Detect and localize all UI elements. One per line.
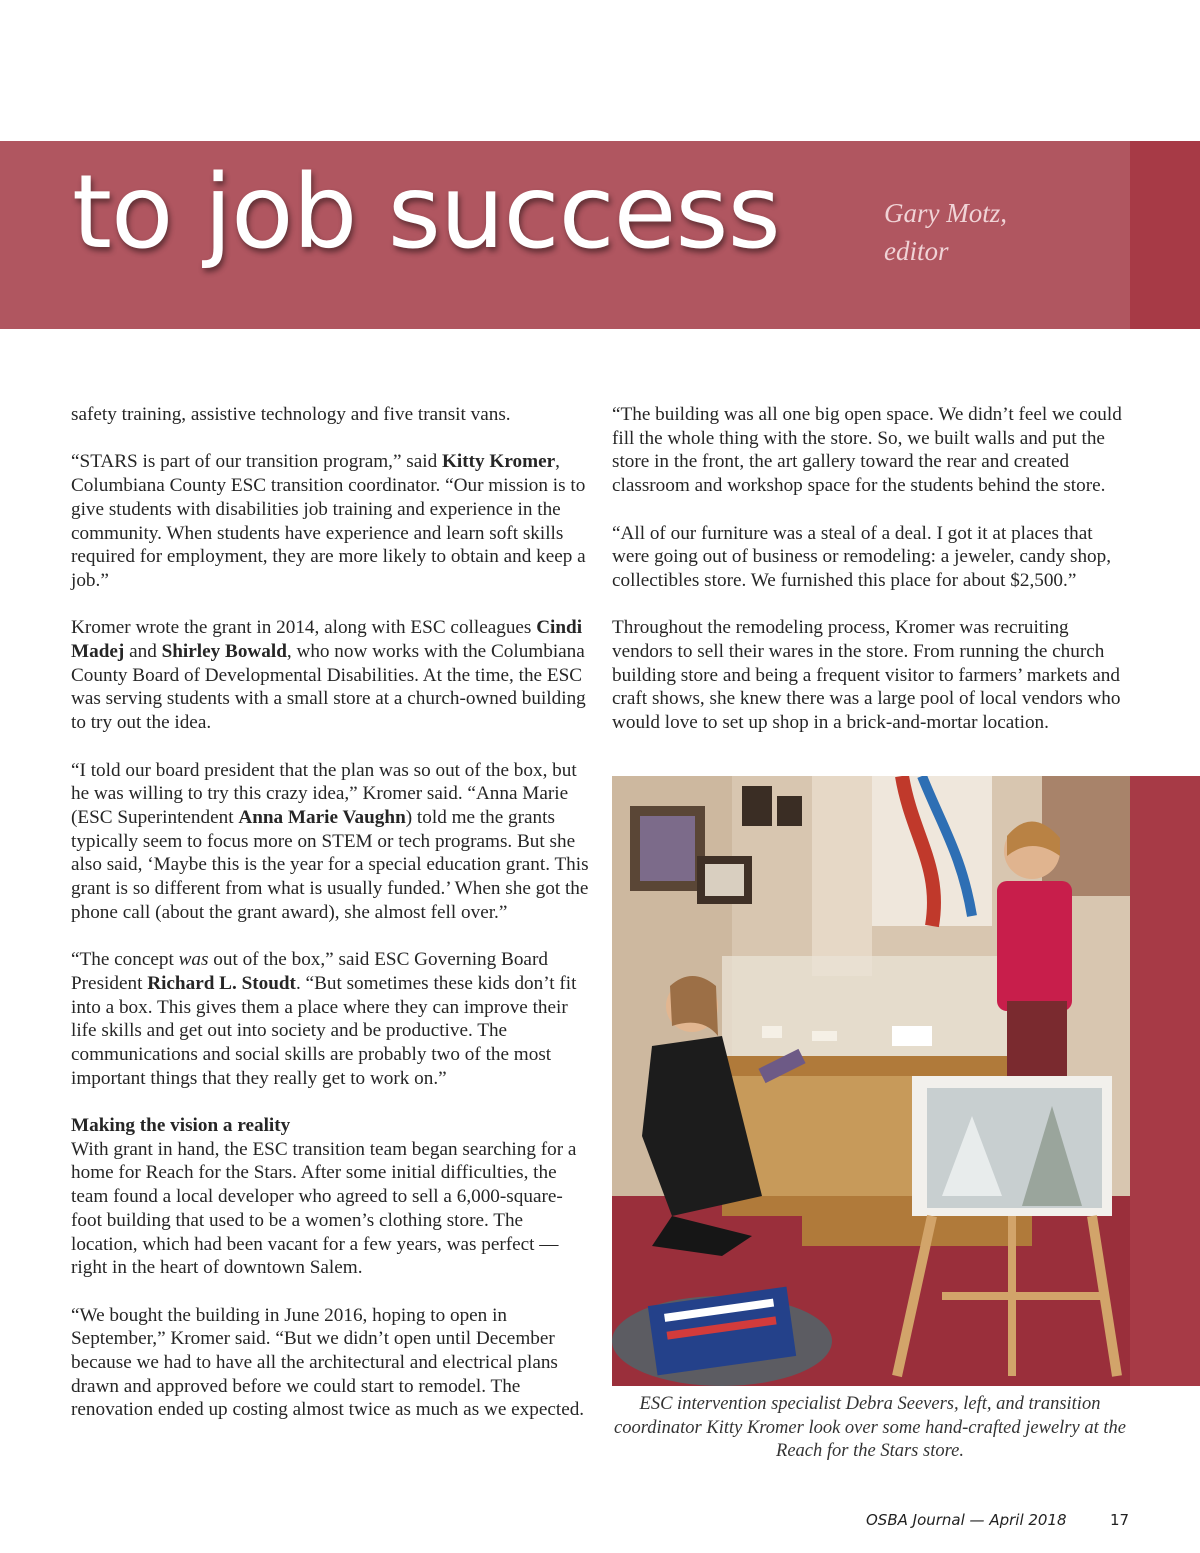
section-subhead: Making the vision a reality (71, 1115, 291, 1137)
paragraph: “We bought the building in June 2016, hoping to open in September,” Kromer said. “But we didn’t open until December because we had to have all the architectural and electrical plans drawn and approved before we could start to remodel. The renovation ended up costing almost twice as much as we expected. (71, 1304, 585, 1421)
photo-accent-strip (1130, 776, 1200, 1386)
left-column (71, 403, 591, 1422)
right-column (612, 403, 1132, 735)
paragraph: “All of our furniture was a steal of a deal. I got it at places that were going out of business or remodeling: a jeweler, candy shop, collectibles store. We furnished this place for about $2,500.” (612, 522, 1112, 591)
paragraph: “The building was all one big open space. We didn’t feel we could fill the whole thing with the store. So, we built walls and put the store in the front, the art gallery toward the rear and created classroom and workshop space for the students behind the store. (612, 404, 1122, 497)
paragraph: “The concept was out of the box,” said ESC Governing Board President Richard L. Stoudt. “But sometimes these kids don’t fit into a box. This gives them a place where they can improve their life skills and get out into society and be productive. The communications and social skills are probably two of the most important things that they really get to work on.” (71, 949, 577, 1089)
paragraph: With grant in hand, the ESC transition team began searching for a home for Reach for the Stars. After some initial difficulties, the team found a local developer who agreed to sell a 6,000-square-foot building that used to be a women’s clothing store. The location, which had been vacant for a few years, was perfect — right in the heart of downtown Salem. (71, 1138, 577, 1279)
paragraph: Kromer wrote the grant in 2014, along with ESC colleagues Cindi Madej and Shirley Bowald, who now works with the Columbiana County Board of Developmental Disabilities. At the time, the ESC was serving students with a small store at a church-owned building to try out the idea. (71, 617, 586, 734)
paragraph: safety training, assistive technology and five transit vans. (71, 404, 511, 425)
title-banner (0, 141, 1200, 329)
page-number: 17 (1110, 1511, 1130, 1529)
paragraph: “I told our board president that the plan was so out of the box, but he was willing to try this crazy idea,” Kromer said. “Anna Marie (ESC Superintendent Anna Marie Vaughn) told me the grants typically seem to focus more on STEM or tech programs. But she also said, ‘Maybe this is the year for a special education grant. This grant is so different from what is usually funded.’ When she got the phone call (about the grant award), she almost fell over.” (71, 759, 589, 923)
store-photo (612, 776, 1130, 1386)
paragraph: Throughout the remodeling process, Kromer was recruiting vendors to sell their wares in the store. From running the church building store and being a frequent visitor to farmers’ markets and craft shows, she knew there was a large pool of local vendors who would love to set up shop in a brick-and-mortar location. (612, 617, 1121, 734)
banner-accent-strip (1130, 141, 1200, 329)
byline (884, 195, 1007, 271)
byline-role: editor (884, 235, 949, 266)
byline-name: Gary Motz, (884, 198, 1007, 228)
journal-title: OSBA Journal — April 2018 (866, 1511, 1067, 1529)
store-photo-illustration (612, 776, 1130, 1386)
paragraph: “STARS is part of our transition program,” said Kitty Kromer, Columbiana County ESC transition coordinator. “Our mission is to give students with disabilities job training and experience in the community. When students have experience and learn soft skills required for employment, they are more likely to obtain and keep a job.” (71, 451, 586, 591)
photo-caption: ESC intervention specialist Debra Seevers, left, and transition coordinator Kitty Kromer look over some hand-crafted jewelry at the Reach for the Stars store. (614, 1394, 1126, 1461)
article-headline: to job success (72, 153, 780, 272)
